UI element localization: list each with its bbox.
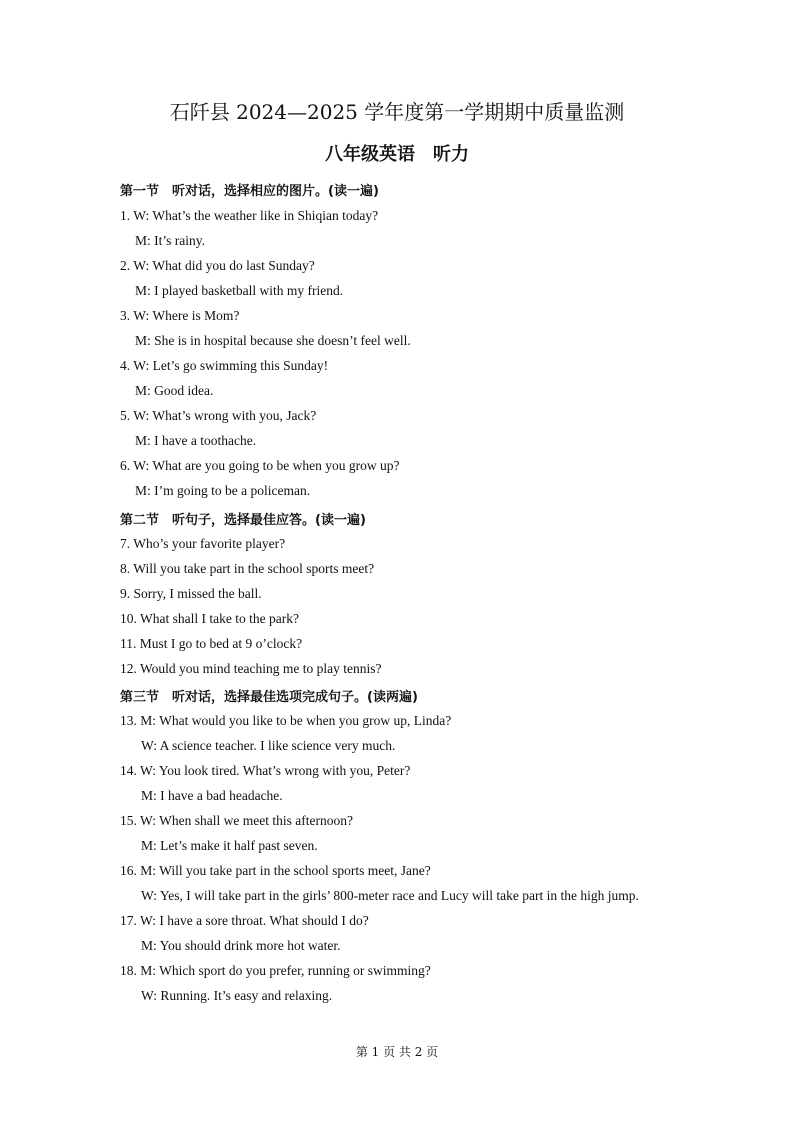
answer-line: W: Yes, I will take part in the girls’ 800-meter race and Lucy will take part in the high jump. <box>141 888 639 903</box>
answer-line: W: A science teacher. I like science very much. <box>141 738 396 753</box>
document-title: 石阡县 2024—2025 学年度第一学期期中质量监测 <box>169 100 625 124</box>
answer-line: M: I have a bad headache. <box>141 788 283 803</box>
question-line: 5. W: What’s wrong with you, Jack? <box>120 408 317 423</box>
question-line: 1. W: What’s the weather like in Shiqian today? <box>120 208 379 223</box>
question-line: 13. M: What would you like to be when you grow up, Linda? <box>120 713 452 728</box>
answer-line: W: Running. It’s easy and relaxing. <box>141 988 333 1003</box>
question-line: 9. Sorry, I missed the ball. <box>120 586 262 601</box>
answer-line: M: She is in hospital because she doesn’t feel well. <box>135 333 411 348</box>
answer-line: M: I have a toothache. <box>135 433 257 448</box>
answer-line: M: Let’s make it half past seven. <box>141 838 318 853</box>
answer-line: M: I played basketball with my friend. <box>135 283 344 298</box>
answer-line: M: Good idea. <box>135 383 214 398</box>
answer-line: M: It’s rainy. <box>135 233 205 248</box>
document-subtitle: 八年级英语 听力 <box>325 144 469 165</box>
page-footer: 第 1 页 共 2 页 <box>355 1045 439 1059</box>
question-line: 12. Would you mind teaching me to play tennis? <box>120 661 382 676</box>
question-line: 16. M: Will you take part in the school sports meet, Jane? <box>120 863 431 878</box>
question-line: 18. M: Which sport do you prefer, running or swimming? <box>120 963 431 978</box>
section-heading: 第二节 听句子，选择最佳应答。(读一遍) <box>120 513 366 528</box>
question-line: 4. W: Let’s go swimming this Sunday! <box>120 358 329 373</box>
question-line: 7. Who’s your favorite player? <box>120 536 286 551</box>
question-line: 10. What shall I take to the park? <box>120 611 299 626</box>
question-line: 14. W: You look tired. What’s wrong with you, Peter? <box>120 763 411 778</box>
question-line: 8. Will you take part in the school sports meet? <box>120 561 375 576</box>
question-line: 17. W: I have a sore throat. What should I do? <box>120 913 369 928</box>
question-line: 15. W: When shall we meet this afternoon? <box>120 813 353 828</box>
answer-line: M: You should drink more hot water. <box>141 938 341 953</box>
answer-line: M: I’m going to be a policeman. <box>135 483 311 498</box>
question-line: 3. W: Where is Mom? <box>120 308 240 323</box>
question-line: 2. W: What did you do last Sunday? <box>120 258 315 273</box>
question-line: 6. W: What are you going to be when you grow up? <box>120 458 400 473</box>
question-line: 11. Must I go to bed at 9 o’clock? <box>120 636 303 651</box>
section-heading: 第一节 听对话，选择相应的图片。(读一遍) <box>120 184 379 199</box>
section-heading: 第三节 听对话，选择最佳选项完成句子。(读两遍) <box>120 690 418 705</box>
